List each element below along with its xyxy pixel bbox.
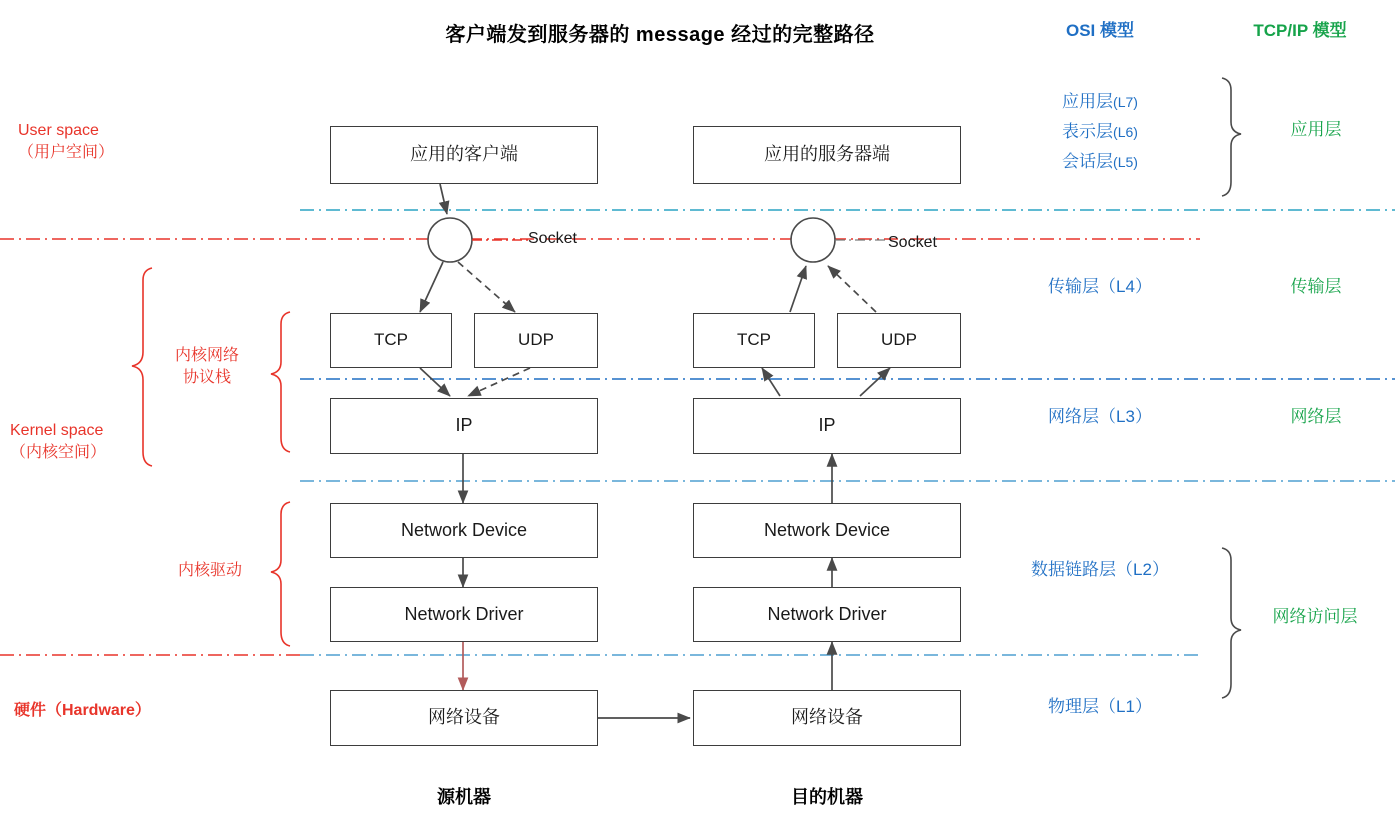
- osi-layer-l7: [1000, 90, 1200, 115]
- tcpip-layer-network: 网络层: [1290, 407, 1342, 426]
- osi-layer-l5-level: (L5): [1113, 154, 1138, 170]
- tcpip-layer-transport: 传输层: [1290, 277, 1342, 296]
- osi-layer-l7-level: (L7): [1113, 94, 1138, 110]
- source-socket-label: Socket: [528, 230, 577, 247]
- diagram-title: 客户端发到服务器的 message 经过的完整路径: [445, 24, 875, 46]
- dest-machine-label: 目的机器: [791, 787, 863, 807]
- user-space-label-cn: （用户空间）: [18, 143, 115, 161]
- dest-tcp-box[interactable]: TCP: [693, 313, 815, 368]
- source-ip-box[interactable]: IP: [330, 398, 598, 454]
- source-network-device-box[interactable]: Network Device: [330, 503, 598, 558]
- osi-layer-l3-name: 网络层: [1048, 407, 1100, 426]
- source-network-driver-box[interactable]: Network Driver: [330, 587, 598, 642]
- osi-layer-l6-level: (L6): [1113, 124, 1138, 140]
- socket-circles: [428, 218, 835, 262]
- kernel-space-label-cn: （内核空间）: [10, 443, 107, 461]
- user-space-label-en: User space: [18, 122, 99, 139]
- kernel-network-stack-line2: 协议栈: [182, 368, 231, 386]
- source-udp-box[interactable]: UDP: [474, 313, 598, 368]
- osi-layer-l2-name: 数据链路层: [1031, 560, 1117, 579]
- osi-layer-l1-level: （L1）: [1099, 697, 1152, 716]
- osi-layer-l3-level: （L3）: [1099, 407, 1152, 426]
- dest-ip-box[interactable]: IP: [693, 398, 961, 454]
- osi-layer-l6: [1000, 120, 1200, 145]
- tcpip-layer-network-access: 网络访问层: [1272, 607, 1358, 626]
- dest-udp-box[interactable]: UDP: [837, 313, 961, 368]
- tcpip-layer-application: 应用层: [1290, 120, 1342, 139]
- hardware-label: 硬件（Hardware）: [14, 702, 151, 719]
- osi-layer-l2-level: （L2）: [1116, 560, 1169, 579]
- source-tcp-box[interactable]: TCP: [330, 313, 452, 368]
- osi-layer-l2: [990, 558, 1210, 583]
- osi-layer-l4: [1000, 275, 1200, 300]
- osi-layer-l5-name: 会话层: [1062, 152, 1114, 171]
- osi-layer-l7-name: 应用层: [1062, 92, 1114, 111]
- dest-app-box[interactable]: 应用的服务器端: [693, 126, 961, 184]
- tcpip-column-header: TCP/IP 模型: [1253, 21, 1347, 40]
- osi-layer-l1: [1000, 695, 1200, 720]
- source-app-box[interactable]: 应用的客户端: [330, 126, 598, 184]
- kernel-driver-label: 内核驱动: [177, 562, 242, 579]
- kernel-space-label-en: Kernel space: [10, 422, 104, 439]
- right-braces: [1222, 78, 1241, 698]
- source-hardware-device-box[interactable]: 网络设备: [330, 690, 598, 746]
- osi-layer-l3: [1000, 405, 1200, 430]
- osi-layer-l4-name: 传输层: [1048, 277, 1100, 296]
- kernel-network-stack-label: [152, 345, 262, 388]
- osi-layer-l6-name: 表示层: [1062, 122, 1114, 141]
- dest-hardware-device-box[interactable]: 网络设备: [693, 690, 961, 746]
- dest-network-device-box[interactable]: Network Device: [693, 503, 961, 558]
- osi-layer-l4-level: （L4）: [1099, 277, 1152, 296]
- source-machine-label: 源机器: [437, 787, 491, 807]
- dest-network-driver-box[interactable]: Network Driver: [693, 587, 961, 642]
- user-space-label: [18, 120, 198, 163]
- osi-layer-l1-name: 物理层: [1048, 697, 1100, 716]
- osi-layer-l5: [1000, 150, 1200, 175]
- osi-column-header: OSI 模型: [1065, 21, 1134, 40]
- kernel-network-stack-line1: 内核网络: [174, 347, 239, 364]
- dest-socket-label: Socket: [888, 234, 937, 251]
- kernel-space-label: [10, 420, 190, 463]
